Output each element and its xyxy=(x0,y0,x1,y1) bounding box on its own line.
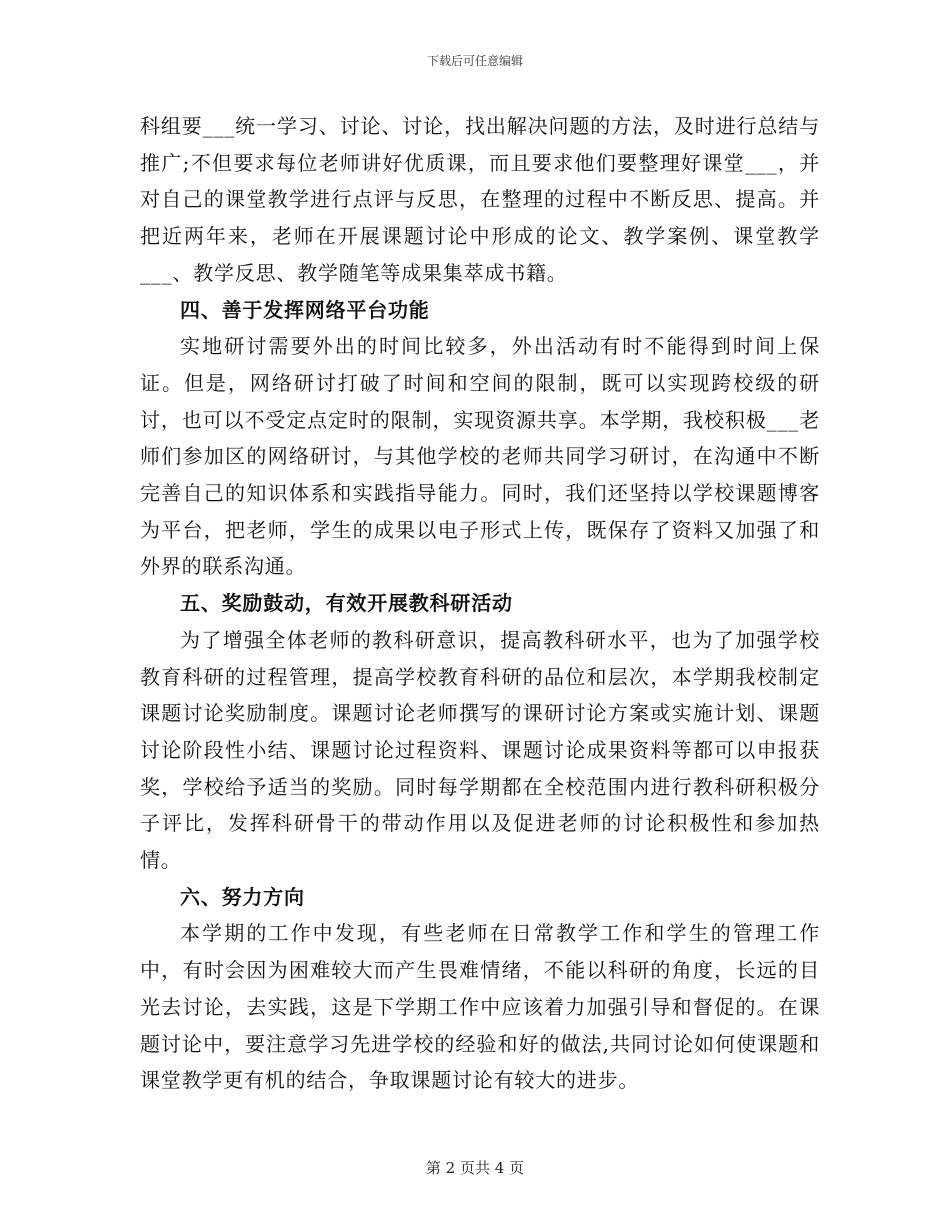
section-heading-6: 六、努力方向 xyxy=(180,884,305,909)
page-header-note: 下载后可任意编辑 xyxy=(426,54,523,68)
page-number: 第 2 页共 4 页 xyxy=(425,1159,525,1177)
section-paragraph-6: 本学期的工作中发现，有些老师在日常教学工作和学生的管理工作中，有时会因为困难较大而产生畏难情绪，不能以科研的角度，长远的目光去讨论，去实践，这是下学期工作中应该着力加强引导和督促的。在课题讨论中，要注意学习先进学校的经验和好的做法,共同讨论如何使课题和课堂教学更有机的结合，争取课题讨论有较大的进步。 xyxy=(140,921,820,1093)
document-body xyxy=(140,108,820,1099)
section-heading-4: 四、善于发挥网络平台功能 xyxy=(180,297,430,322)
section-heading-5: 五、奖励鼓动，有效开展教科研活动 xyxy=(180,591,513,616)
section-paragraph-5: 为了增强全体老师的教科研意识，提高教科研水平，也为了加强学校教育科研的过程管理，提高学校教育科研的品位和层次，本学期我校制定课题讨论奖励制度。课题讨论老师撰写的课研讨论方案或实施计划、课题讨论阶段性小结、课题讨论过程资料、课题讨论成果资料等都可以申报获奖，学校给予适当的奖励。同时每学期都在全校范围内进行教科研积极分子评比，发挥科研骨干的带动作用以及促进老师的讨论积极性和参加热情。 xyxy=(140,627,820,873)
continued-paragraph: 科组要___统一学习、讨论、讨论，找出解决问题的方法，及时进行总结与推广;不但要求每位老师讲好优质课，而且要求他们要整理好课堂___，并对自己的课堂教学进行点评与反思，在整理的过程中不断反思、提高。并把近两年来，老师在开展课题讨论中形成的论文、教学案例、课堂教学___、教学反思、教学随笔等成果集萃成书籍。 xyxy=(140,114,820,285)
section-paragraph-4: 实地研讨需要外出的时间比较多，外出活动有时不能得到时间上保证。但是，网络研讨打破了时间和空间的限制，既可以实现跨校级的研讨，也可以不受定点定时的限制，实现资源共享。本学期，我校积极___老师们参加区的网络研讨，与其他学校的老师共同学习研讨，在沟通中不断完善自己的知识体系和实践指导能力。同时，我们还坚持以学校课题博客为平台，把老师，学生的成果以电子形式上传，既保存了资料又加强了和外界的联系沟通。 xyxy=(140,334,820,579)
